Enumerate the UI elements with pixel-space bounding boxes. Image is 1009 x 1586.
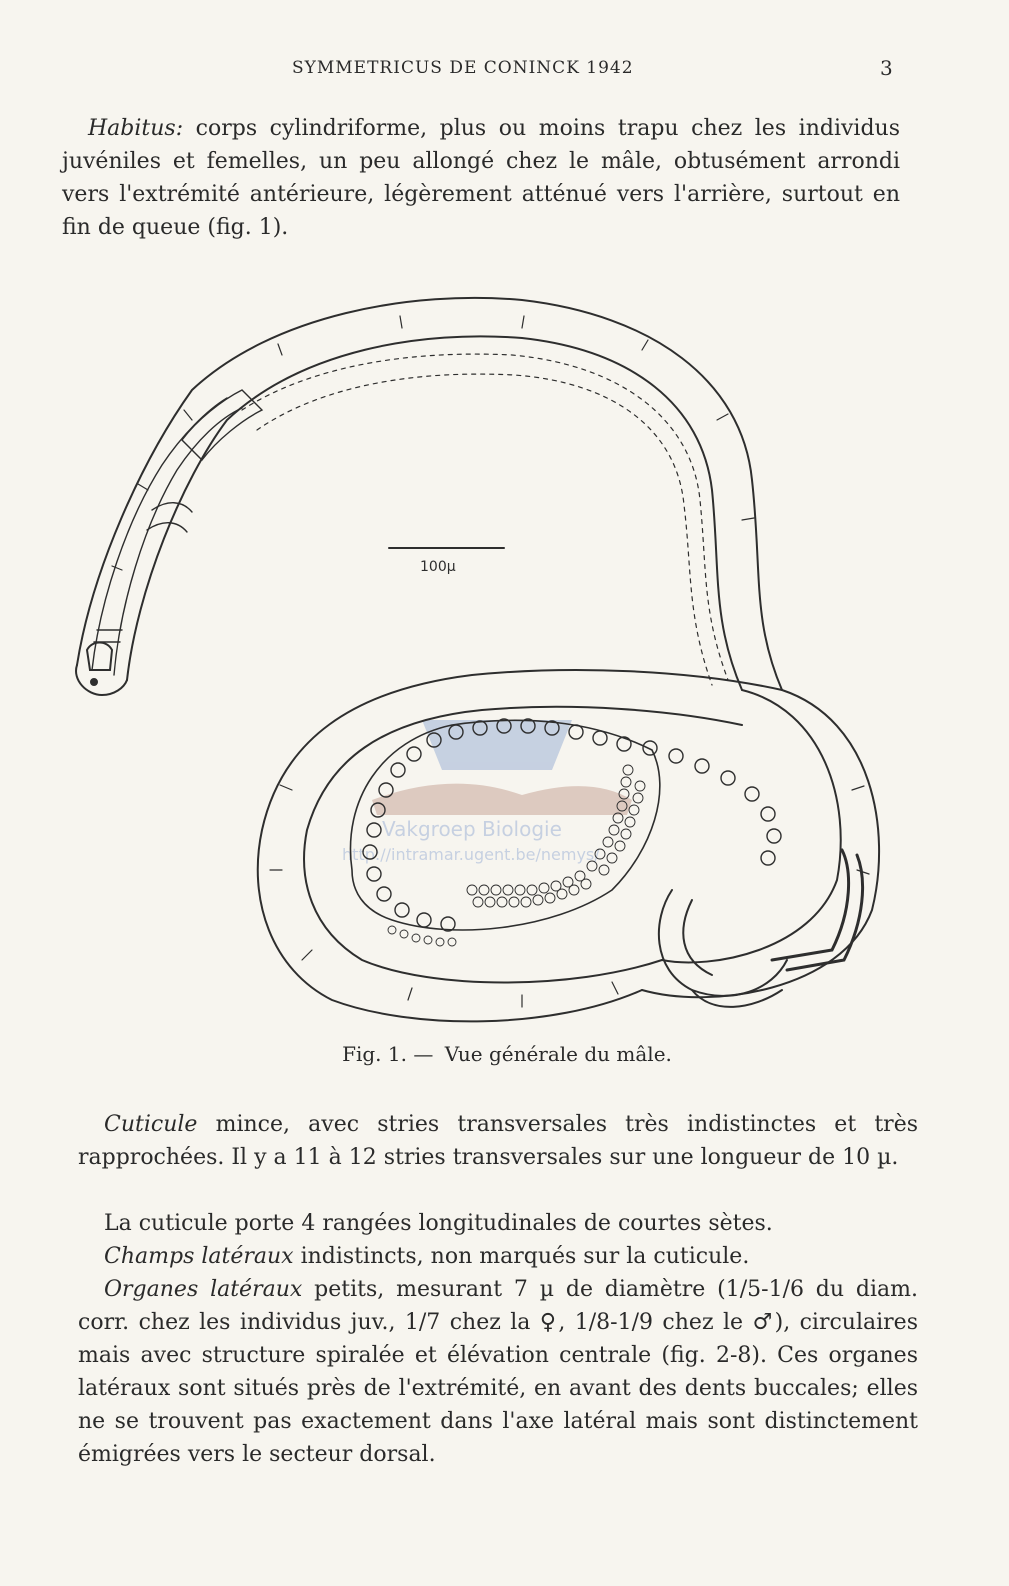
- organes-label: Organes latéraux: [104, 1277, 303, 1302]
- running-title: SYMMETRICUS DE CONINCK 1942: [292, 58, 634, 78]
- watermark-text-1: Vakgroep Biologie: [382, 817, 562, 841]
- cuticule-text: mince, avec stries transversales très indistinctes et très rapprochées. Il y a 11 à 12 stries transversales sur une longueur de 10 µ.: [78, 1112, 918, 1170]
- figure-male-general-view: [52, 270, 932, 1030]
- champs-text: indistincts, non marqués sur la cuticule.: [293, 1244, 750, 1269]
- setae: [112, 316, 869, 1007]
- habitus-paragraph: [62, 112, 900, 244]
- nematode-drawing: [52, 270, 932, 1030]
- cuticule-label: Cuticule: [104, 1112, 198, 1137]
- setae-paragraph: La cuticule porte 4 rangées longitudinales de courtes sètes.: [104, 1211, 773, 1236]
- scale-bar-label: 100µ: [420, 559, 456, 575]
- figure-caption: [0, 1042, 1009, 1066]
- cuticule-paragraph: [78, 1108, 918, 1174]
- organes-paragraph: [78, 1273, 918, 1471]
- habitus-text: corps cylindriforme, plus ou moins trapu chez les individus juvéniles et femelles, un peu allongé chez le mâle, obtusément arrondi vers l'extrémité antérieure, légèrement atténué vers l'arrière, surtout en fin de queue (fig. 1).: [62, 116, 900, 240]
- tail-spicules: [659, 850, 863, 1007]
- watermark-text-2: http://intramar.ugent.be/nemys/: [342, 845, 600, 864]
- champs-label: Champs latéraux: [104, 1244, 294, 1269]
- buccal-cavity: [87, 643, 112, 686]
- organes-text: petits, mesurant 7 µ de diamètre (1/5-1/6 du diam. corr. chez les individus juv., 1/7 chez la ♀, 1/8-1/9 chez le ♂), circulaires mais avec structure spiralée et élévation centrale (fig. 2-8). Ces organes latéraux sont situés près de l'extrémité, en avant des dents buccales; elles ne se trouvent pas exactement dans l'axe latéral mais sont distinctement émigrées vers le secteur dorsal.: [78, 1277, 918, 1467]
- running-head: [0, 58, 1009, 88]
- page-number: 3: [880, 56, 893, 80]
- body-contour: [76, 298, 879, 1021]
- watermark-logo: [342, 720, 632, 864]
- champs-paragraph: [78, 1240, 918, 1273]
- scale-bar: [389, 548, 504, 575]
- caption-text: Vue générale du mâle.: [444, 1042, 672, 1066]
- pharynx: [92, 390, 262, 675]
- intestine: [242, 354, 728, 685]
- habitus-label: Habitus:: [88, 116, 184, 141]
- caption-label: Fig. 1. —: [342, 1042, 434, 1066]
